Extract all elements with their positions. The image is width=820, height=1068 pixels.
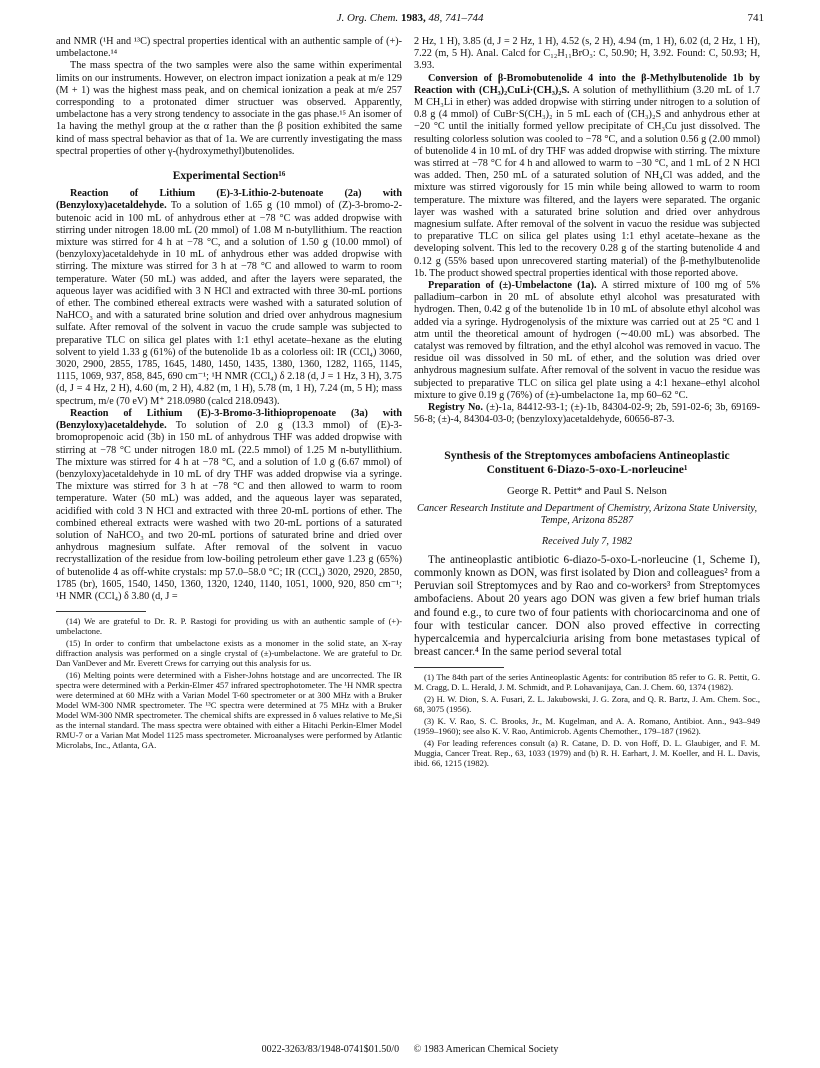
footnotes-left <box>56 616 402 750</box>
experiment-title: Conversion of β-Bromobutenolide 4 into the β-Methylbutenolide 1b by Reaction with (CH₃)₂CuLi·(CH₃)₂S. <box>414 72 760 96</box>
footer-price-code: 0022-3263/83/1948-0741$01.50/0 <box>261 1044 400 1055</box>
experiment-preparation <box>414 280 760 402</box>
footnote-divider <box>56 611 146 612</box>
article-abstract: The antineoplastic antibiotic 6-diazo-5-oxo-L-norleucine (1, Scheme I), commonly known as DON, was first isolated by Dion and colleagues² from a Peruvian soil Streptomyces and by Rao and co-workers³ from Streptomyces ambofaciens. About 20 years ago DON was given a few brief human trials and found e.g., to cure two of four patients with choriocarcinoma and one of four with testicular cancer. DON also proved effective in correcting hypercalcemia and hypercalciuria arising from bone metastases typical of breast cancer.⁴ In the same period several total <box>414 553 760 659</box>
article-title: Synthesis of the Streptomyces ambofaciens Antineoplastic Constituent 6-Diazo-5-oxo-L-norleucine¹ <box>444 448 730 476</box>
footnote: (15) In order to confirm that umbelactone exists as a monomer in the solid state, an X-ray diffraction analysis was performed on a single crystal of (±)-umbelactone. We are grateful to Dr. Dan VanDever and Mr. Everett Crews for carrying out this analysis for us. <box>56 638 402 669</box>
journal-reference <box>56 12 764 24</box>
experiment-body: To solution of 2.0 g (13.3 mmol) of (E)-3-bromopropenoic acid (3b) in 150 mL of anhydrous THF was added dropwise with stirring at −78 °C under nitrogen 18.0 mL (22.5 mmol) of 1.25 M n-butyllithium. The mixture was stirred for 4 h at −78 °C, and a solution of 1.0 g (6.67 mmol) of (benzyloxy)acetaldehyde in 10 mL of dry THF was added dropwise via a syringe. The mixture was stirred for 3 h at −78 °C and then allowed to warm to room temperature. Water (50 mL) was added, and the aqueous layer was separated, acidified with cold 3 N HCl and extracted with three 20-mL portions of ether. The combined ethereal extracts were washed with two 20-mL portions of a saturated solution of NaHCO₃ and two 20-mL portions of saturated brine and dried over anhydrous magnesium sulfate. After removal of the solvent in vacuo recrystallization of the residue from low-boiling petroleum ether gave 1.23 g (65%) of butenolide 4 as off-white crystals: mp 57.0–58.0 °C; IR (CCl₄) 3020, 2920, 2850, 1785 (br), 1605, 1540, 1450, 1360, 1320, 1240, 1140, 1051, 1000, 920, 850 cm⁻¹; ¹H NMR (CCl₄) δ 3.80 (d, J = <box>56 420 402 602</box>
registry-label: Registry No. <box>428 402 483 414</box>
footnote-divider <box>414 667 504 668</box>
footnote: (14) We are grateful to Dr. R. P. Rastogi for providing us with an authentic sample of (+)-umbelactone. <box>56 616 402 637</box>
footnote: (2) H. W. Dion, S. A. Fusari, Z. L. Jakubowski, J. G. Zora, and Q. R. Bartz, J. Am. Chem. Soc., 68, 3075 (1956). <box>414 694 760 715</box>
footnote: (3) K. V. Rao, S. C. Brooks, Jr., M. Kugelman, and A. A. Romano, Antibiot. Ann., 943–949 (1959–1960); see also K. V. Rao, Antimicrob. Agents Chemother., 179–187 (1962). <box>414 716 760 737</box>
experiment-reaction-3a <box>56 408 402 603</box>
footnote: (16) Melting points were determined with a Fisher-Johns hotstage and are uncorrected. The IR spectra were determined with a Perkin-Elmer 457 infrared spectrophotometer. The ¹H NMR spectra were determined at 60 MHz with a Varian Model T-60 spectrometer or at 300 MHz with a Bruker Model WM-300 NMR spectrometer. The ¹³C spectra were determined at 75 MHz with a Bruker Model WM-300 NMR spectrometer. The chemical shifts are expressed in δ values relative to Me₄Si as the internal standard. The mass spectra were obtained with either a Hitachi Perkin-Elmer Model RMU-7 or a Varian Mat Model 1125 mass spectrometer. Microanalyses were performed by Atlantic Microlabs, Inc., Atlanta, GA. <box>56 670 402 751</box>
experiment-title: Reaction of Lithium (E)-3-Bromo-3-lithiopropenoate (3a) with (Benzyloxy)acetaldehyde. <box>56 407 402 432</box>
experiment-body: A solution of methyllithium (3.20 mL of 1.7 M CH₃Li in ether) was added dropwise with stirring under nitrogen to a solution of 0.8 g (4 mmol) of CuBr·S(CH₃)₂ in 5 mL each of (CH₃)₂S and anhydrous ether at −20 °C until the initially formed yellow precipitate of CH₃Cu just dissolved. The resulting colorless solution was cooled to −78 °C, and a solution 0.56 g (2.00 mmol) of butenolide 4 in 10 mL of dry THF was added dropwise with stirring. The mixture was stirred at −78 °C for 4 h and allowed to warm to −30 °C, and 1 mL of 2 N HCl was added. Then, 250 mL of a saturated solution of NH₄Cl was added, and the mixture was stirred vigorously for 15 min while being allowed to warm to room temperature. The mixture was filtered, and the layers were separated. The organic layer was washed with a saturated brine solution and dried over anhydrous magnesium sulfate. After removal of the solvent in vacuo the residue was subjected to preparative TLC on silica gel plates using 1:1 ethyl acetate–hexane as the developing solvent. This led to the recovery 0.28 g of the starting butenolide 4 and 0.12 g (55% based upon unrecovered starting material) of the β-methylbutenolide 1b. The product showed spectral properties identical with those reported above. <box>414 84 760 279</box>
article-received-date: Received July 7, 1982 <box>541 535 633 547</box>
footnotes-right <box>414 672 760 768</box>
paragraph-mass-spectra: The mass spectra of the two samples were also the same within experimental limits on our instruments. However, on electron impact ionization a peak at m/e 129 (M + 1) was the highest mass peak, and on chemical ionization a peak at m/e 257 corresponding to a protonated dimer structuer was observed. Apparently, umbelactone has a very strong tendency to associate in the gas phase.¹⁵ An isomer of 1a having the methyl group at the α rather than the β position exhibited the same kind of mass spectral behavior as that of 1a. We are currently investigating the mass spectral properties of other γ-(hydroxymethyl)butenolides. <box>56 60 402 157</box>
article-affiliation: Cancer Research Institute and Department of Chemistry, Arizona State University, Tempe, Arizona 85287 <box>416 502 758 527</box>
footnote: (4) For leading references consult (a) R. Catane, D. D. von Hoff, D. L. Glaubiger, and F. M. Muggia, Cancer Treat. Rep., 63, 1033 (1979) and (b) R. H. Earhart, J. M. Koeller, and H. L. Davis, ibid. 66, 1215 (1982). <box>414 738 760 769</box>
experiment-conversion <box>414 73 760 280</box>
registry-numbers <box>414 402 760 426</box>
article-authors: George R. Pettit* and Paul S. Nelson <box>507 484 667 497</box>
page-number: 741 <box>747 12 764 24</box>
running-header <box>56 12 764 28</box>
experiment-body: A stirred mixture of 100 mg of 5% palladium–carbon in 20 mL of absolute ethyl alcohol was presaturated with hydrogen. Then, 0.42 g of the butenolide 1b in 10 mL of absolute ethyl alcohol was added via a syringe. Hydrogenolysis of the mixture was carried out at 25 °C and 1 atm until the theoretical amount of hydrogen (∼40.00 mL) was absorbed. The catalyst was removed by filtration, and the ethyl alcohol was removed in vacuo. The residue oil was dissolved in 50 mL of ether, and the solution was dried over anhydrous magnesium sulfate. After removal of the solvent in vacuo the residue was subjected to preparative TLC on silica gel plate using a 4:1 hexane–ethyl alcohol mixture to give 0.19 g (76%) of (±)-umbelactone 1a, mp 60–62 °C. <box>414 280 760 401</box>
registry-body: (±)-1a, 84412-93-1; (±)-1b, 84304-02-9; 2b, 591-02-6; 3b, 69169-56-8; (±)-4, 84304-03-0; (benzyloxy)acetaldehyde, 60656-87-3. <box>414 402 760 426</box>
journal-year: 1983, <box>400 12 426 24</box>
page-footer <box>0 1044 820 1055</box>
journal-name: J. Org. Chem. <box>336 12 399 24</box>
footer-copyright: © 1983 American Chemical Society <box>413 1044 559 1055</box>
experiment-title: Reaction of Lithium (E)-3-Lithio-2-butenoate (2a) with (Benzyloxy)acetaldehyde. <box>56 188 402 212</box>
paragraph-continued: and NMR (¹H and ¹³C) spectral properties identical with an authentic sample of (+)-umbelactone.¹⁴ <box>56 36 402 60</box>
footnote: (1) The 84th part of the series Antineoplastic Agents: for contribution 85 refer to G. R. Pettit, G. M. Cragg, D. L. Herald, J. M. Schmidt, and P. Lohavanijaya, Can. J. Chem. 60, 1374 (1982). <box>414 672 760 693</box>
experiment-title: Preparation of (±)-Umbelactone (1a). <box>428 280 597 292</box>
right-column <box>414 36 760 770</box>
experiment-body: To a solution of 1.65 g (10 mmol) of (Z)-3-bromo-2-butenoic acid in 100 mL of anhydrous ether at −78 °C was added dropwise with stirring under nitrogen 18.00 mL (20 mmol) of 1.08 M n-butyllithium. The reaction mixture was stirred for 4 h at −78 °C, and a solution of 1.50 g (10.00 mmol) of (benzyloxy)acetaldehyde in 10 mL of anhydrous ether was added dropwise with stirring. The mixture was stirred for 3 h at −78 °C and allowed to warm to room temperature. Water (50 mL) was added, and after the layers were separated, the aqueous layer was acidified with 3 N HCl and extracted with three 30-mL portions of ether. The combined ethereal extracts were washed with a saturated solution of NaHCO₃ and with a saturated brine solution and dried over anhydrous magnesium sulfate. After removal of the solvent in vacuo the crude sample was subjected to preparative TLC on silica gel plates with 1:1 ethyl acetate–hexane as the eluting solvent to yield 1.33 g (61%) of the butenolide 1b as a colorless oil: IR (CCl₄) 3060, 3020, 2900, 2855, 1785, 1645, 1480, 1450, 1435, 1380, 1360, 1282, 1165, 1145, 1115, 1069, 937, 858, 845, 690 cm⁻¹; ¹H NMR (CCl₄) δ 2.18 (d, J = 1 Hz, 3 H), 3.75 (d, J = 4 Hz, 2 H), 4.60 (m, 2 H), 4.82 (m, 1 H), 5.78 (m, 1 H), 7.24 (m, 5 H); mass spectrum, m/e (70 eV) M⁺ 218.0980 (calcd 218.0943). <box>56 200 402 407</box>
experiment-reaction-2a <box>56 188 402 408</box>
experimental-section-heading: Experimental Section¹⁶ <box>172 170 286 183</box>
left-column <box>56 36 402 752</box>
paragraph-continued: 2 Hz, 1 H), 3.85 (d, J = 2 Hz, 1 H), 4.52 (s, 2 H), 4.94 (m, 1 H), 6.02 (d, 2 Hz, 1 H), 7.22 (m, 5 H). Anal. Calcd for C₁₂H₁₁BrO₃: C, 50.90; H, 3.92. Found: C, 50.93; H, 3.93. <box>414 36 760 72</box>
journal-volume-pages: 48, 741–744 <box>428 12 484 24</box>
